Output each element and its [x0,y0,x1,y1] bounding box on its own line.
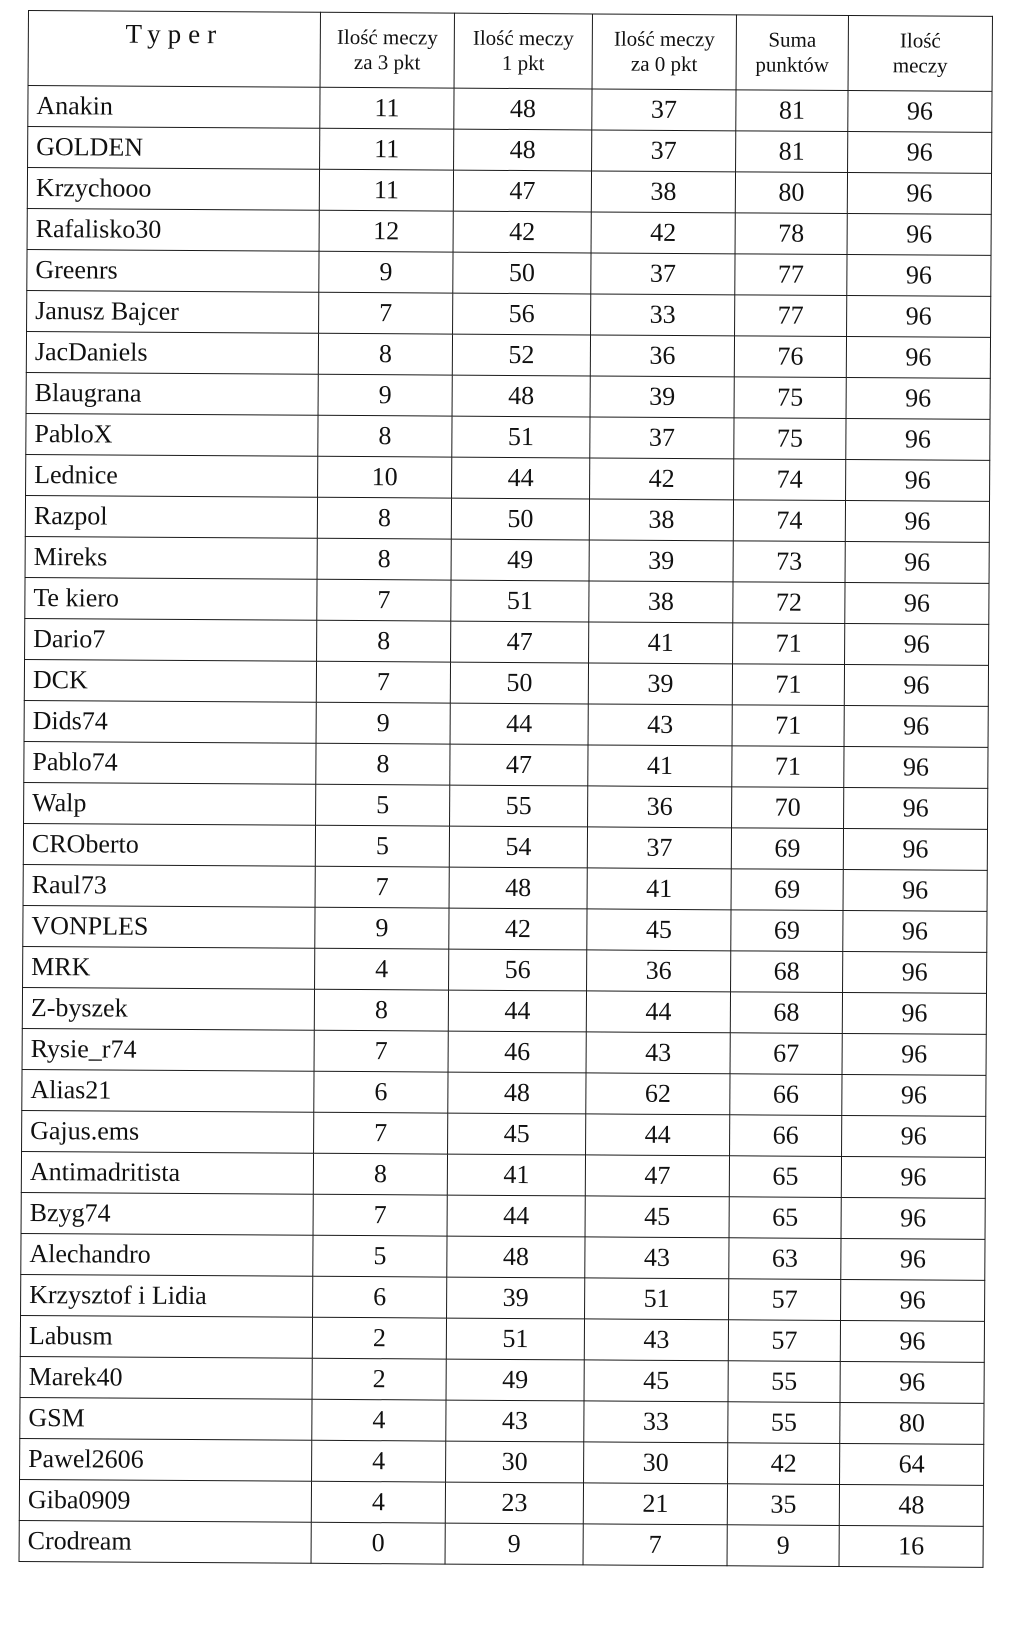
table-row [20,1397,984,1444]
losses-0pt-cell: 39 [588,663,732,705]
draws-1pt-cell: 44 [452,457,590,499]
table-row [26,331,990,378]
table-row [25,577,989,624]
losses-0pt-cell: 37 [592,89,736,131]
player-name-cell: VONPLES [23,905,315,948]
scan-sheet [18,10,992,1621]
points-total-cell: 57 [729,1279,841,1321]
table-row [21,1151,985,1198]
table-row [25,618,989,665]
matches-count-cell: 96 [845,583,989,625]
matches-count-cell: 96 [844,705,988,747]
draws-1pt-cell: 48 [452,375,590,417]
table-row [20,1438,984,1485]
wins-3pt-cell: 11 [319,169,453,211]
losses-0pt-cell: 39 [589,540,733,582]
header-matches-line2: meczy [892,53,948,78]
points-total-cell: 35 [727,1484,839,1526]
table-row [21,1274,985,1321]
player-name-cell: DCK [24,659,316,702]
draws-1pt-cell: 44 [447,1195,585,1237]
player-name-cell: Alias21 [22,1069,314,1112]
losses-0pt-cell: 45 [587,909,731,951]
points-total-cell: 63 [729,1238,841,1280]
player-name-cell: Dario7 [25,618,317,661]
matches-count-cell: 96 [841,1156,985,1198]
player-name-cell: Pawel2606 [20,1438,312,1481]
draws-1pt-cell: 43 [446,1400,584,1442]
points-total-cell: 68 [731,951,843,993]
points-total-cell: 55 [728,1402,840,1444]
points-total-cell: 75 [734,418,846,460]
player-name-cell: Janusz Bajcer [27,290,319,333]
player-name-cell: Anakin [28,86,320,129]
matches-count-cell: 96 [846,337,990,379]
points-total-cell: 68 [730,992,842,1034]
losses-0pt-cell: 36 [590,335,734,377]
player-name-cell: Marek40 [20,1356,312,1399]
player-name-cell: Lednice [26,454,318,497]
header-wins [320,12,454,88]
matches-count-cell: 96 [843,869,987,911]
header-draws-line1: Ilość meczy [472,25,574,51]
table-row [23,823,987,870]
losses-0pt-cell: 7 [583,1524,727,1566]
header-wins-line1: Ilość meczy [336,24,438,50]
player-name-cell: Antimadritista [21,1151,313,1194]
matches-count-cell: 96 [847,214,991,256]
wins-3pt-cell: 4 [312,1440,446,1482]
losses-0pt-cell: 37 [591,253,735,295]
table-row [23,864,987,911]
draws-1pt-cell: 48 [448,1072,586,1114]
header-draws [454,13,592,89]
wins-3pt-cell: 11 [320,128,454,170]
header-wins-line2: za 3 pkt [353,49,421,75]
wins-3pt-cell: 4 [312,1399,446,1441]
player-name-cell: CROberto [23,823,315,866]
draws-1pt-cell: 44 [450,703,588,745]
points-total-cell: 81 [736,131,848,173]
wins-3pt-cell: 4 [315,948,449,990]
player-name-cell: Alechandro [21,1233,313,1276]
points-total-cell: 75 [734,377,846,419]
wins-3pt-cell: 8 [316,743,450,785]
losses-0pt-cell: 42 [591,212,735,254]
matches-count-cell: 96 [842,1033,986,1075]
wins-3pt-cell: 7 [317,579,451,621]
header-matches [848,16,992,92]
wins-3pt-cell: 7 [319,292,453,334]
header-losses-line2: za 0 pkt [630,51,698,77]
table-row [25,536,989,583]
wins-3pt-cell: 7 [316,661,450,703]
points-total-cell: 70 [732,787,844,829]
table-row [20,1356,984,1403]
points-total-cell: 74 [734,459,846,501]
table-row [26,454,990,501]
draws-1pt-cell: 48 [449,867,587,909]
wins-3pt-cell: 8 [318,333,452,375]
losses-0pt-cell: 37 [592,130,736,172]
losses-0pt-cell: 44 [586,991,730,1033]
draws-1pt-cell: 42 [453,211,591,253]
wins-3pt-cell: 12 [319,210,453,252]
header-points-line2: punktów [755,52,830,77]
header-points-line1: Suma [768,27,817,52]
points-total-cell: 77 [735,295,847,337]
draws-1pt-cell: 23 [445,1482,583,1524]
table-row [21,1233,985,1280]
header-matches-line1: Ilość [899,28,941,53]
table-row [26,413,990,460]
draws-1pt-cell: 49 [446,1359,584,1401]
losses-0pt-cell: 33 [591,294,735,336]
losses-0pt-cell: 45 [585,1196,729,1238]
matches-count-cell: 96 [847,255,991,297]
wins-3pt-cell: 5 [313,1235,447,1277]
matches-count-cell: 96 [841,1197,985,1239]
matches-count-cell: 96 [843,910,987,952]
wins-3pt-cell: 11 [320,87,454,129]
points-total-cell: 77 [735,254,847,296]
points-total-cell: 73 [733,541,845,583]
header-row [28,11,992,92]
draws-1pt-cell: 47 [450,744,588,786]
matches-count-cell: 96 [842,1074,986,1116]
table-row [21,1192,985,1239]
wins-3pt-cell: 8 [317,620,451,662]
player-name-cell: MRK [23,946,315,989]
losses-0pt-cell: 51 [585,1278,729,1320]
player-name-cell: Crodream [19,1520,311,1563]
losses-0pt-cell: 43 [588,704,732,746]
table-row [19,1479,983,1526]
draws-1pt-cell: 9 [445,1523,583,1565]
wins-3pt-cell: 0 [311,1522,445,1564]
player-name-cell: Z-byszek [22,987,314,1030]
losses-0pt-cell: 37 [587,827,731,869]
table-row [27,168,991,215]
points-total-cell: 55 [728,1361,840,1403]
table-row [26,372,990,419]
wins-3pt-cell: 7 [314,1030,448,1072]
table-row [23,946,987,993]
points-total-cell: 71 [732,746,844,788]
matches-count-cell: 96 [847,296,991,338]
matches-count-cell: 96 [846,419,990,461]
losses-0pt-cell: 38 [589,581,733,623]
draws-1pt-cell: 44 [448,990,586,1032]
wins-3pt-cell: 7 [313,1194,447,1236]
table-row [22,1028,986,1075]
matches-count-cell: 96 [843,828,987,870]
losses-0pt-cell: 43 [584,1319,728,1361]
player-name-cell: Walp [24,782,316,825]
table-row [24,700,988,747]
losses-0pt-cell: 39 [590,376,734,418]
points-total-cell: 65 [729,1197,841,1239]
player-name-cell: Dids74 [24,700,316,743]
points-total-cell: 78 [735,213,847,255]
draws-1pt-cell: 50 [451,498,589,540]
matches-count-cell: 96 [842,1115,986,1157]
losses-0pt-cell: 36 [588,786,732,828]
matches-count-cell: 96 [846,460,990,502]
points-total-cell: 67 [730,1033,842,1075]
header-points [736,15,848,91]
matches-count-cell: 96 [847,173,991,215]
points-total-cell: 80 [735,172,847,214]
losses-0pt-cell: 43 [585,1237,729,1279]
player-name-cell: Krzychooo [27,168,319,211]
table-row [23,905,987,952]
player-name-cell: Mireks [25,536,317,579]
player-name-cell: PabloX [26,413,318,456]
losses-0pt-cell: 38 [589,499,733,541]
matches-count-cell: 96 [846,378,990,420]
wins-3pt-cell: 8 [313,1153,447,1195]
draws-1pt-cell: 50 [453,252,591,294]
player-name-cell: Krzysztof i Lidia [21,1274,313,1317]
draws-1pt-cell: 47 [451,621,589,663]
draws-1pt-cell: 30 [446,1441,584,1483]
table-row [24,741,988,788]
points-total-cell: 66 [730,1115,842,1157]
player-name-cell: GSM [20,1397,312,1440]
draws-1pt-cell: 48 [447,1236,585,1278]
ranking-rows [19,86,992,1568]
player-name-cell: Razpol [25,495,317,538]
matches-count-cell: 96 [848,91,992,133]
player-name-cell: GOLDEN [28,127,320,170]
table-row [28,86,992,133]
wins-3pt-cell: 10 [318,456,452,498]
draws-1pt-cell: 42 [449,908,587,950]
matches-count-cell: 96 [844,665,988,707]
matches-count-cell: 96 [842,992,986,1034]
points-total-cell: 57 [728,1320,840,1362]
draws-1pt-cell: 45 [448,1113,586,1155]
table-row [27,290,991,337]
matches-count-cell: 96 [845,501,989,543]
table-row [28,127,992,174]
player-name-cell: Labusm [20,1315,312,1358]
header-typer: Typer [28,11,320,88]
points-total-cell: 69 [731,910,843,952]
matches-count-cell: 16 [839,1525,983,1567]
points-total-cell: 65 [729,1156,841,1198]
losses-0pt-cell: 47 [585,1155,729,1197]
points-total-cell: 69 [731,869,843,911]
losses-0pt-cell: 41 [587,868,731,910]
matches-count-cell: 96 [844,746,988,788]
points-total-cell: 71 [732,705,844,747]
wins-3pt-cell: 8 [317,497,451,539]
points-total-cell: 71 [733,623,845,665]
wins-3pt-cell: 9 [315,907,449,949]
matches-count-cell: 96 [840,1320,984,1362]
points-total-cell: 72 [733,582,845,624]
draws-1pt-cell: 48 [454,129,592,171]
wins-3pt-cell: 2 [312,1358,446,1400]
header-losses [592,14,736,90]
matches-count-cell: 96 [845,624,989,666]
losses-0pt-cell: 33 [584,1401,728,1443]
wins-3pt-cell: 6 [313,1276,447,1318]
losses-0pt-cell: 41 [588,745,732,787]
player-name-cell: Rysie_r74 [22,1028,314,1071]
wins-3pt-cell: 6 [314,1071,448,1113]
matches-count-cell: 96 [848,132,992,174]
draws-1pt-cell: 51 [451,580,589,622]
wins-3pt-cell: 7 [315,866,449,908]
losses-0pt-cell: 45 [584,1360,728,1402]
wins-3pt-cell: 7 [314,1112,448,1154]
ranking-table [19,10,993,1568]
losses-0pt-cell: 21 [583,1483,727,1525]
player-name-cell: Rafalisko30 [27,208,319,251]
player-name-cell: Greenrs [27,249,319,292]
wins-3pt-cell: 9 [318,374,452,416]
draws-1pt-cell: 56 [449,949,587,991]
wins-3pt-cell: 2 [312,1317,446,1359]
player-name-cell: JacDaniels [26,331,318,374]
points-total-cell: 66 [730,1074,842,1116]
wins-3pt-cell: 8 [314,989,448,1031]
header-losses-line1: Ilość meczy [613,26,715,52]
draws-1pt-cell: 51 [452,416,590,458]
wins-3pt-cell: 4 [311,1481,445,1523]
wins-3pt-cell: 5 [316,784,450,826]
player-name-cell: Pablo74 [24,741,316,784]
draws-1pt-cell: 47 [453,170,591,212]
draws-1pt-cell: 49 [451,539,589,581]
matches-count-cell: 96 [841,1238,985,1280]
player-name-cell: Gajus.ems [22,1110,314,1153]
player-name-cell: Giba0909 [19,1479,311,1522]
losses-0pt-cell: 38 [591,171,735,213]
matches-count-cell: 80 [840,1402,984,1444]
matches-count-cell: 96 [845,542,989,584]
player-name-cell: Raul73 [23,864,315,907]
wins-3pt-cell: 8 [318,415,452,457]
table-row [22,987,986,1034]
table-row [24,659,988,706]
losses-0pt-cell: 36 [587,950,731,992]
table-row [24,782,988,829]
table-row [22,1110,986,1157]
table-row [20,1315,984,1362]
losses-0pt-cell: 44 [586,1114,730,1156]
losses-0pt-cell: 30 [584,1442,728,1484]
matches-count-cell: 48 [839,1484,983,1526]
points-total-cell: 9 [727,1525,839,1567]
matches-count-cell: 64 [840,1443,984,1485]
wins-3pt-cell: 9 [319,251,453,293]
draws-1pt-cell: 39 [447,1277,585,1319]
draws-1pt-cell: 52 [452,334,590,376]
draws-1pt-cell: 41 [447,1154,585,1196]
table-row [22,1069,986,1116]
losses-0pt-cell: 43 [586,1032,730,1074]
header-draws-line2: 1 pkt [501,50,545,76]
matches-count-cell: 96 [840,1361,984,1403]
draws-1pt-cell: 46 [448,1031,586,1073]
player-name-cell: Blaugrana [26,372,318,415]
losses-0pt-cell: 41 [589,622,733,664]
draws-1pt-cell: 50 [450,662,588,704]
wins-3pt-cell: 8 [317,538,451,580]
table-row [27,208,991,255]
draws-1pt-cell: 48 [454,88,592,130]
draws-1pt-cell: 51 [446,1318,584,1360]
player-name-cell: Bzyg74 [21,1192,313,1235]
table-row [19,1520,983,1567]
losses-0pt-cell: 42 [590,458,734,500]
points-total-cell: 76 [734,336,846,378]
matches-count-cell: 96 [844,787,988,829]
losses-0pt-cell: 62 [586,1073,730,1115]
points-total-cell: 42 [728,1443,840,1485]
points-total-cell: 74 [733,500,845,542]
points-total-cell: 69 [731,828,843,870]
points-total-cell: 71 [732,664,844,706]
draws-1pt-cell: 54 [449,826,587,868]
wins-3pt-cell: 9 [316,702,450,744]
draws-1pt-cell: 55 [450,785,588,827]
wins-3pt-cell: 5 [315,825,449,867]
table-row [25,495,989,542]
points-total-cell: 81 [736,90,848,132]
table-row [27,249,991,296]
matches-count-cell: 96 [843,951,987,993]
player-name-cell: Te kiero [25,577,317,620]
draws-1pt-cell: 56 [453,293,591,335]
matches-count-cell: 96 [841,1279,985,1321]
losses-0pt-cell: 37 [590,417,734,459]
